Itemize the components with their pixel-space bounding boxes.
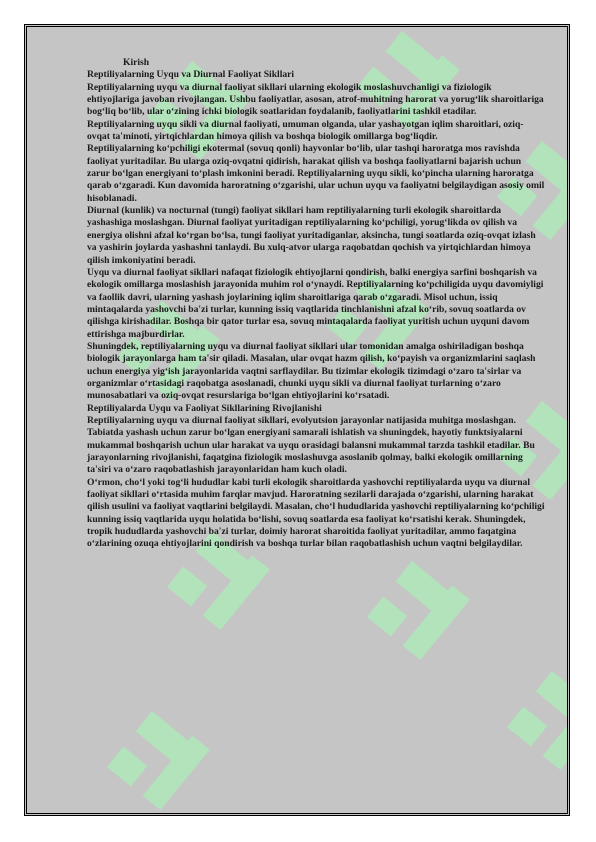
paragraph: Shuningdek, reptiliyalarning uyqu va diurnal faoliyat sikllari ular tomonidan amalga oshiriladigan boshqa biologik jarayonlarga ham ta'sir qiladi. Masalan, ular ovqat hazm qilish, ko‘payish va organizmlarini saqlash uchun energiya yig‘ish jarayonlarida vaqtni sarflaydilar. Bu tizimlar ekologik tizimdagi o‘zaro ta'sirlar va organizmlar o‘rtasidagi raqobatga asoslanadi, chunki uyqu sikli va diurnal faoliyat turlarning o‘zaro munosabatlari va oziq-ovqat resurslariga bo‘lgan ehtiyojlarini ko‘rsatadi.	[87, 340, 536, 402]
document-body	[27, 27, 567, 551]
paragraph: Reptiliyalarning uyqu va diurnal faoliyat sikllari, evolyutsion jarayonlar natijasida muhitga moslashgan. Tabiatda yashash uchun zarur bo‘lgan energiyani samarali ishlatish va shuningdek, hayotiy funktsiyalarni mukammal boshqarish uchun ular harakat va uyqu orasidagi balansni mukammal tarzda tashkil etadilar. Bu jarayonlarning rivojlanishi, faqatgina fiziologik moslashuvga asoslanib qolmay, balki ekologik omillarning ta'siri va o‘zaro raqobatlashish jarayonlaridan ham kuch oladi.	[87, 414, 535, 476]
paragraph: Diurnal (kunlik) va nocturnal (tungi) faoliyat sikllari ham reptiliyalarning turli ekologik sharoitlarda yashashiga moslashgan. Diurnal faoliyat yuritadigan reptiliyalarning ko‘pchiligi, yorug‘likda ov qilish va energiya olishni afzal ko‘rgan bo‘lsa, tungi faoliyat yuritadiganlar, aksincha, tungi soatlarda oziq-ovqat izlash va yashirin joylarda yashashni tanlaydi. Bu xulq-atvor ularga raqobatdan qochish va yirtqichlardan himoya qilish imkoniyatini beradi.	[87, 205, 536, 266]
section-heading: Reptiliyalarning Uyqu va Diurnal Faoliyat Sikllari	[87, 69, 295, 81]
section-heading: Reptiliyalarda Uyqu va Faoliyat Sikllarining Rivojlanishi	[87, 402, 322, 414]
paragraph: Reptiliyalarning ko‘pchiligi ekotermal (sovuq qonli) hayvonlar bo‘lib, ular tashqi haroratga mos ravishda faoliyat yuritadilar. Bu ularga oziq-ovqatni qidirish, harakat qilish va boshqa faoliyatlarni bajarish uchun zarur bo‘lgan energiyani to‘plash imkonini beradi. Reptiliyalarning uyqu sikli, ko‘pincha ularning haroratga qarab o‘zgaradi. Kun davomida haroratning o‘zgarishi, ular uchun uyqu va faoliyatni belgilaydigan asosiy omil hisoblanadi.	[87, 143, 545, 204]
paragraph: O‘rmon, cho‘l yoki tog‘li hududlar kabi turli ekologik sharoitlarda yashovchi reptiliyalarda uyqu va diurnal faoliyat sikllari o‘rtasida muhim farqlar mavjud. Haroratning sezilarli darajada o‘zgarishi, ularning harakat qilish usulini va faoliyat vaqtlarini belgilaydi. Masalan, cho‘l hududlarida yashovchi reptiliyalarning ko‘pchiligi kunning issiq vaqtlarida uyqu holatida bo‘lishi, sovuq soatlarda esa faoliyat ko‘rsatishi kerak. Shuningdek, tropik hududlarda yashovchi ba'zi turlar, doimiy harorat sharoitida faoliyat yuritadilar, ammo faqatgina o‘zlarining ozuqa ehtiyojlarini qondirish va boshqa turlar bilan raqobatlashish uchun vaqtni belgilaydilar.	[87, 476, 545, 550]
paragraph: Reptiliyalarning uyqu va diurnal faoliyat sikllari ularning ekologik moslashuvchanligi va fiziologik ehtiyojlariga javoban rivojlangan. Ushbu faoliyatlar, asosan, atrof-muhitning harorat va yorug‘lik sharoitlariga bog‘liq bo‘lib, ular o‘zining ichki biologik soatlaridan foydalanib, faoliyatlarini tashkil etadilar. Reptiliyalarning uyqu sikli va diurnal faoliyati, umuman olganda, ular yashayotgan iqlim sharoitlari, oziq-ovqat ta'minoti, yirtqichlardan himoya qilish va boshqa biologik omillarga bog‘liqdir.	[87, 81, 544, 143]
document-frame	[24, 24, 570, 816]
intro-heading: Kirish	[123, 57, 150, 68]
paragraph: Uyqu va diurnal faoliyat sikllari nafaqat fiziologik ehtiyojlarni qondirish, balki energiya sarfini boshqarish va ekologik omillarga moslashish jarayonida muhim rol o‘ynaydi. Reptiliyalarning ko‘pchiligida uyqu davomiyligi va faollik davri, ularning yashash joylarining iqlim sharoitlariga qarab o‘zgaradi. Misol uchun, issiq mintaqalarda yashovchi ba'zi turlar, kunning issiq vaqtlarida tinchlanishni afzal ko‘rib, sovuq soatlarda ov qilishga kirishadilar. Boshqa bir qator turlar esa, sovuq mintaqalarda faoliyat yuritish uchun uyquni davom ettirishga majburdirlar.	[87, 266, 544, 340]
